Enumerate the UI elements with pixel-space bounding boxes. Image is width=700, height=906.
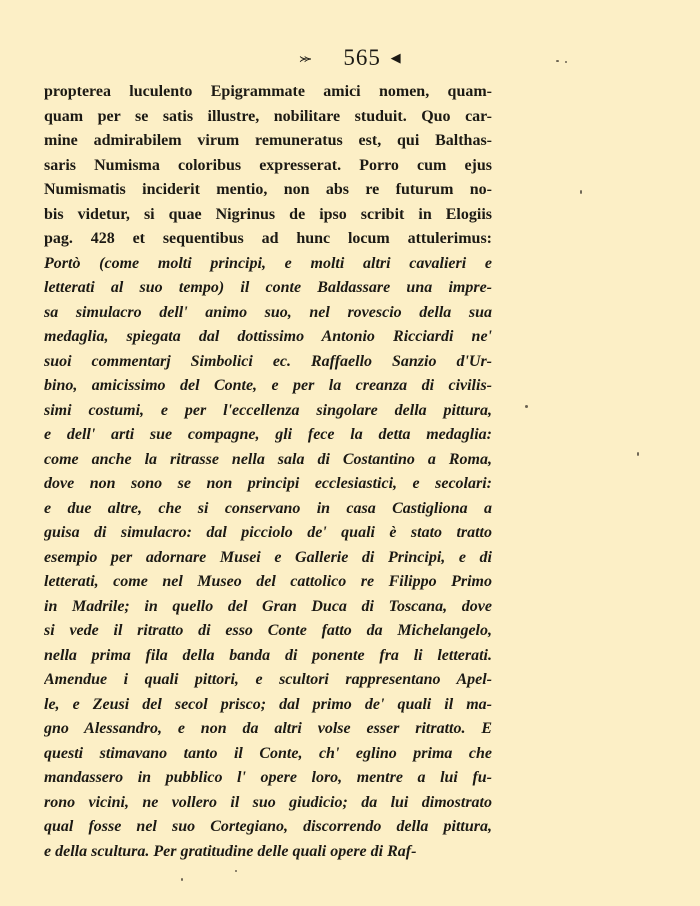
text-line: bino, amicissimo del Conte, e per la creanza di civilis- — [44, 377, 492, 394]
text-line: simi costumi, e per l'eccellenza singolare della pittura, — [44, 401, 492, 419]
text-line: saris Numisma coloribus expresserat. Porro cum ejus — [44, 156, 492, 174]
page-header — [0, 44, 700, 74]
text-line: Portò (come molti principi, e molti altri cavalieri e — [44, 254, 492, 272]
text-line: come anche la ritrasse nella sala di Costantino a Roma, — [44, 450, 492, 468]
text-line: pag. 428 et sequentibus ad hunc locum attulerimus: — [44, 230, 492, 247]
text-line: mandassero in pubblico l' opere loro, mentre a lui fu- — [44, 769, 492, 786]
page-number: 565 — [343, 45, 381, 70]
text-line: in Madrile; in quello del Gran Duca di Toscana, dove — [44, 597, 492, 615]
right-ornament-icon: ◀ — [390, 49, 401, 65]
ink-speck — [556, 60, 559, 62]
text-line: propterea luculento Epigrammate amici nomen, quam- — [44, 83, 492, 100]
text-line: questi stimavano tanto il Conte, ch' eglino prima che — [44, 744, 492, 762]
text-line: medaglia, spiegata dal dottissimo Antonio Ricciardi ne' — [44, 328, 492, 345]
text-line: rono vicini, ne vollero il suo giudicio; da lui dimostrato — [44, 793, 492, 811]
text-line: quam per se satis illustre, nobilitare studuit. Quo car- — [44, 107, 492, 125]
text-line: sa simulacro dell' animo suo, nel rovescio della sua — [44, 303, 492, 321]
text-line: letterati al suo tempo) il conte Baldassare una impre- — [44, 279, 492, 296]
text-line: esempio per adornare Musei e Gallerie di Principi, e di — [44, 548, 492, 566]
text-line: bis videtur, si quae Nigrinus de ipso scribit in Elogiis — [44, 205, 492, 223]
text-line: e dell' arti sue compagne, gli fece la detta medaglia: — [44, 426, 492, 443]
ink-speck — [235, 870, 237, 872]
text-line: qual fosse nel suo Cortegiano, discorrendo della pittura, — [44, 818, 492, 835]
ink-speck — [580, 190, 582, 194]
text-line: e due altre, che si conservano in casa Castigliona a — [44, 499, 492, 517]
left-ornament-icon: ⪼ — [299, 49, 312, 65]
body-text — [44, 80, 492, 864]
ink-speck — [637, 452, 639, 456]
text-line: Amendue i quali pittori, e scultori rappresentano Apel- — [44, 671, 492, 688]
ink-speck — [181, 878, 183, 881]
text-line: gno Alessandro, e non da altri volse esser ritratto. E — [44, 720, 492, 737]
text-line: si vede il ritratto di esso Conte fatto da Michelangelo, — [44, 622, 492, 639]
text-line: le, e Zeusi del secol prisco; dal primo de' quali il ma- — [44, 695, 492, 713]
text-line: Numismatis inciderit mentio, non abs re futurum no- — [44, 181, 492, 198]
ink-speck — [565, 61, 567, 63]
text-line: suoi commentarj Simbolici ec. Raffaello Sanzio d'Ur- — [44, 352, 492, 370]
text-line: nella prima fila della banda di ponente fra li letterati. — [44, 646, 492, 664]
ink-speck — [525, 405, 528, 408]
text-line: mine admirabilem virum remuneratus est, qui Balthas- — [44, 132, 492, 149]
text-line: dove non sono se non principi ecclesiastici, e secolari: — [44, 475, 492, 492]
text-line: letterati, come nel Museo del cattolico re Filippo Primo — [44, 573, 492, 590]
text-line: e della scultura. Per gratitudine delle quali opere di Raf- — [44, 842, 417, 860]
text-line: guisa di simulacro: dal picciolo de' quali è stato tratto — [44, 524, 492, 541]
